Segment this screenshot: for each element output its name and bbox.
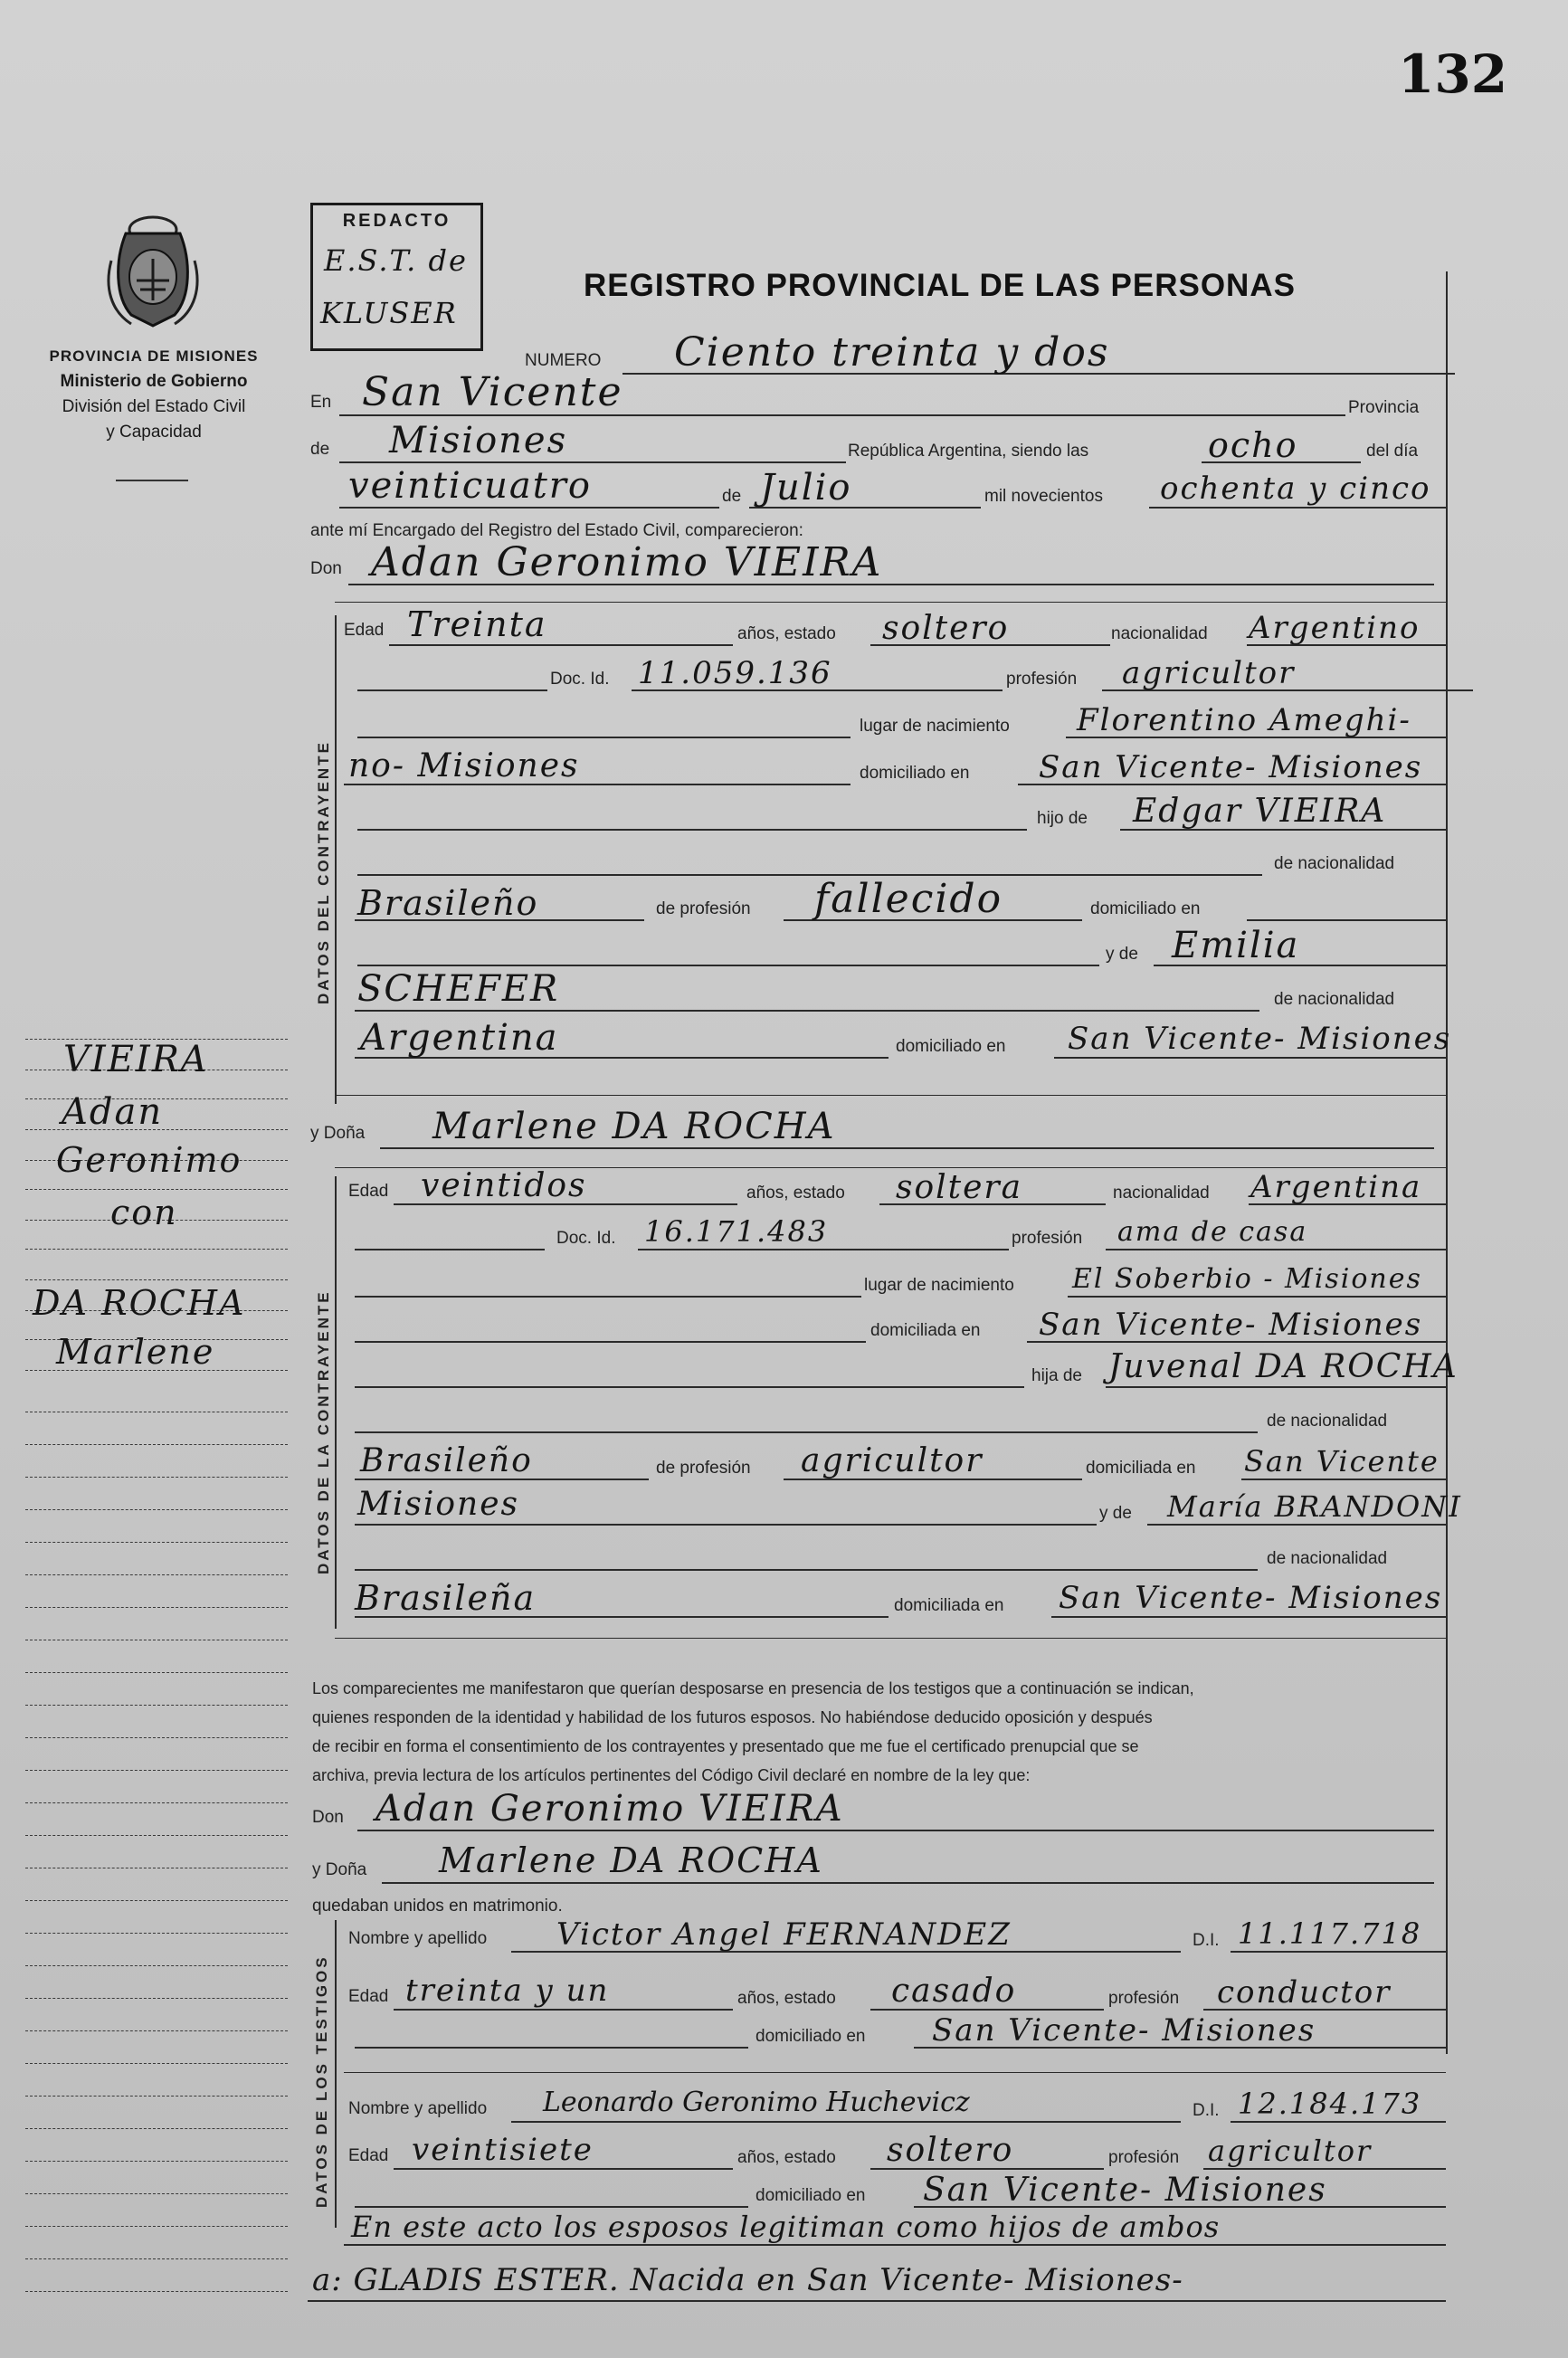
stamp-line-1: E.S.T. de [324, 243, 468, 278]
stamp-title: REDACTO [342, 211, 451, 231]
bride-lugar-line [1068, 1296, 1446, 1298]
bride-birthplace: El Soberbio - Misiones [1072, 1263, 1422, 1295]
groom-age: Treinta [407, 604, 547, 644]
groom-father: Edgar VIEIRA [1133, 793, 1387, 830]
decl-dona-line [382, 1882, 1434, 1884]
bride-nac-label: nacionalidad [1113, 1184, 1210, 1203]
don-label: Don [310, 559, 342, 578]
bride-hija-label: hija de [1031, 1366, 1082, 1385]
groom-lugar-pre-line [357, 737, 851, 738]
bride-doc-line [638, 1249, 1009, 1250]
groom-madre-nac-label: de nacionalidad [1274, 990, 1395, 1009]
bride-lugar-label: lugar de nacimiento [864, 1276, 1014, 1295]
bride-y-de-label: y de [1099, 1504, 1132, 1523]
groom-nac-label: nacionalidad [1111, 624, 1208, 643]
margin-rule [25, 1542, 288, 1543]
groom-status: soltero [882, 610, 1010, 647]
w2-di-line [1231, 2121, 1446, 2123]
margin-rule [25, 2193, 288, 2194]
annotation-line-1-rule [344, 2244, 1446, 2246]
w2-domicile: San Vicente- Misiones [923, 2172, 1327, 2209]
groom-padre-dom-label: domiciliado en [1090, 899, 1201, 918]
bride-dom-label: domiciliada en [870, 1321, 981, 1340]
w2-dom-pre-line [355, 2206, 748, 2208]
del-dia-label: del día [1366, 442, 1419, 461]
groom-section-label: DATOS DEL CONTRAYENTE [315, 740, 332, 1004]
bride-father-domicile-1: San Vicente [1244, 1444, 1440, 1479]
bride-hija-pre-line [355, 1386, 1024, 1388]
de-label: de [310, 440, 330, 459]
margin-note-con: con [110, 1193, 178, 1232]
ante-text: ante mí Encargado del Registro del Estado Civil, comparecieron: [310, 521, 803, 540]
bride-hija-line [1106, 1386, 1446, 1388]
groom-prof-label: profesión [1006, 670, 1078, 689]
issuer-ministry: Ministerio de Gobierno [60, 372, 248, 391]
bride-father-profession: agricultor [801, 1442, 984, 1479]
groom-birthplace-2: no- Misiones [348, 747, 580, 784]
groom-mother-domicile: San Vicente- Misiones [1068, 1021, 1452, 1057]
annotation-line-2: a: GLADIS ESTER. Nacida en San Vicente- Misiones- [312, 2262, 1183, 2298]
bride-mother-nationality: Brasileña [355, 1578, 537, 1618]
bride-father-domicile-2: Misiones [357, 1486, 520, 1523]
bride-edad-label: Edad [348, 1182, 389, 1201]
groom-madre2-line [355, 1010, 1259, 1012]
groom-mother-2: SCHEFER [357, 968, 560, 1010]
margin-note-name-2: Marlene [56, 1332, 215, 1372]
margin-rule [25, 2128, 288, 2129]
decl-groom: Adan Geronimo VIEIRA [375, 1788, 844, 1830]
bride-padre-dom-label: domiciliada en [1086, 1459, 1196, 1478]
groom-lugar-label: lugar de nacimiento [860, 717, 1010, 736]
record-hour: ocho [1208, 425, 1298, 465]
groom-doc: 11.059.136 [638, 655, 832, 691]
annotation-line-1: En este acto los esposos legitiman como hijos de ambos [351, 2210, 1221, 2244]
w2-status: soltero [887, 2132, 1014, 2169]
margin-rule [25, 1802, 288, 1803]
margin-rule [25, 1770, 288, 1771]
bride-padre-nac-label: de nacionalidad [1267, 1412, 1388, 1431]
bride-doc-pre-line [355, 1249, 545, 1250]
document-title: REGISTRO PROVINCIAL DE LAS PERSONAS [584, 268, 1296, 303]
bride-padre-prof-label: de profesión [656, 1459, 751, 1478]
margin-rule [25, 1835, 288, 1836]
margin-note-surname: VIEIRA [63, 1039, 209, 1080]
w2-profession: agricultor [1208, 2134, 1373, 2168]
w2-prof-line [1203, 2168, 1446, 2170]
declaration-line-3: de recibir en forma el consentimiento de los contrayentes y presentado que me fue el certificado prenupcial que se [312, 1737, 1139, 1755]
groom-edad-label: Edad [344, 621, 385, 640]
margin-rule [25, 2258, 288, 2259]
quedaban-text: quedaban unidos en matrimonio. [312, 1897, 563, 1916]
decl-don-label: Don [312, 1808, 344, 1827]
w2-name: Leonardo Geronimo Huchevicz [543, 2087, 970, 2118]
declaration-line-1: Los comparecientes me manifestaron que querían desposarse en presencia de los testigos que a continuación se indican, [312, 1679, 1194, 1697]
bride-madre-line [1147, 1524, 1446, 1526]
record-year: ochenta y cinco [1160, 471, 1431, 507]
witness-box-left [335, 1920, 337, 2228]
margin-rule [25, 2096, 288, 2097]
margin-rule [25, 1705, 288, 1706]
margin-rule [25, 2291, 288, 2292]
bride-section-label: DATOS DE LA CONTRAYENTE [315, 1289, 332, 1574]
decl-don-line [357, 1830, 1434, 1831]
groom-birthplace-1: Florentino Ameghi- [1077, 702, 1411, 738]
bride-age: veintidos [421, 1167, 587, 1204]
margin-rule [25, 1998, 288, 1999]
w1-status: casado [891, 1973, 1017, 2010]
margin-rule [25, 1249, 288, 1250]
bride-mother: María BRANDONI [1167, 1489, 1462, 1524]
bride-prof-label: profesión [1012, 1229, 1083, 1248]
groom-mother-1: Emilia [1172, 925, 1300, 966]
groom-mother-nationality: Argentina [360, 1017, 559, 1059]
w1-name-label: Nombre y apellido [348, 1929, 488, 1948]
margin-rule [25, 1509, 288, 1510]
groom-padre-prof-label: de profesión [656, 899, 751, 918]
margin-rule [25, 1737, 288, 1738]
province-seal-icon [95, 206, 211, 333]
w1-profession: conductor [1217, 1974, 1392, 2011]
w2-name-line [511, 2121, 1181, 2123]
dona-line [380, 1147, 1434, 1149]
w1-prof-label: profesión [1108, 1989, 1180, 2008]
bride-dom-pre-line [355, 1341, 866, 1343]
bride-padre-dom-line [1241, 1479, 1446, 1480]
groom-profession: agricultor [1122, 655, 1296, 691]
annotation-line-2-rule [308, 2300, 1446, 2302]
w1-edad-label: Edad [348, 1987, 389, 2006]
groom-padre-nac-pre-line [357, 874, 1262, 876]
declaration-line-4: archiva, previa lectura de los artículos pertinentes del Código Civil declaré en nombre de la ley que: [312, 1766, 1031, 1784]
margin-rule [25, 1444, 288, 1445]
dia-line [339, 507, 719, 509]
en-label: En [310, 393, 332, 412]
witness-divider [344, 2072, 1446, 2073]
decl-bride: Marlene DA ROCHA [439, 1840, 823, 1880]
groom-doc-label: Doc. Id. [550, 670, 610, 689]
w1-dom-label: domiciliado en [755, 2027, 866, 2046]
w2-edad-line [394, 2168, 733, 2170]
issuer-division-2: y Capacidad [106, 423, 202, 442]
bride-section-bottom [335, 1638, 1448, 1639]
bride-mother-domicile: San Vicente- Misiones [1059, 1580, 1443, 1616]
w1-di-line [1231, 1951, 1446, 1953]
groom-name: Adan Geronimo VIEIRA [371, 539, 883, 585]
w2-di-label: D.I. [1193, 2101, 1220, 2120]
record-day: veinticuatro [348, 465, 592, 507]
provincia-label: Provincia [1348, 398, 1420, 417]
w1-name: Victor Angel FERNANDEZ [556, 1916, 1012, 1953]
w1-estado-label: años, estado [737, 1989, 836, 2008]
w2-di: 12.184.173 [1238, 2087, 1422, 2121]
bride-box-left [335, 1176, 337, 1629]
page-number: 132 [1398, 43, 1508, 105]
w2-prof-label: profesión [1108, 2148, 1180, 2167]
w1-age: treinta y un [405, 1973, 610, 2009]
bride-nationality: Argentina [1250, 1169, 1422, 1205]
groom-doc-pre-line [357, 689, 547, 691]
margin-note-name: Adan [62, 1091, 164, 1133]
issuer-division: División del Estado Civil [62, 397, 246, 416]
bride-lugar-pre-line [355, 1296, 861, 1298]
bride-status: soltera [896, 1169, 1023, 1206]
w2-age: veintisiete [412, 2132, 594, 2168]
bride-doc: 16.171.483 [644, 1214, 829, 1249]
declaration-line-2: quienes responden de la identidad y habilidad de los futuros esposos. No habiéndose deducido oposición y después [312, 1708, 1153, 1726]
stamp-line-2: KLUSER [320, 296, 458, 330]
margin-rule [25, 1607, 288, 1608]
margin-rule [25, 1477, 288, 1478]
bride-name: Marlene DA ROCHA [432, 1106, 836, 1147]
bride-padre-nac-pre-line [355, 1431, 1258, 1433]
margin-rule [25, 1574, 288, 1575]
groom-edad-line [389, 644, 733, 646]
bride-madre-dom-line [1051, 1616, 1446, 1618]
issuer-block [18, 344, 290, 445]
w1-di-label: D.I. [1193, 1931, 1220, 1950]
numero-label: NUMERO [525, 351, 602, 370]
anio-line [1149, 507, 1448, 509]
w2-estado-label: años, estado [737, 2148, 836, 2167]
margin-rule [25, 1672, 288, 1673]
margin-note-surname-2: DA ROCHA [33, 1283, 246, 1323]
groom-box-left [335, 615, 337, 1104]
groom-dom-label: domiciliado en [860, 764, 970, 783]
decl-dona-label: y Doña [312, 1860, 367, 1879]
margin-rule [25, 1189, 288, 1190]
bride-domicile: San Vicente- Misiones [1039, 1307, 1423, 1343]
bride-father-nationality: Brasileño [360, 1442, 533, 1479]
bride-prof-line [1106, 1249, 1446, 1250]
issuer-province: PROVINCIA DE MISIONES [49, 347, 259, 365]
record-province: Misiones [389, 420, 568, 461]
w2-edad-label: Edad [348, 2146, 389, 2165]
groom-y-de-label: y de [1106, 945, 1138, 964]
w1-dom-pre-line [355, 2047, 748, 2049]
bride-madre-nac-pre-line [355, 1569, 1258, 1571]
margin-note-middle: Geronimo [56, 1140, 242, 1180]
w1-domicile: San Vicente- Misiones [932, 2012, 1316, 2049]
groom-nationality: Argentino [1249, 610, 1421, 646]
margin-rule [25, 1900, 288, 1901]
issuer-divider [116, 480, 188, 481]
groom-padre-nac-label: de nacionalidad [1274, 854, 1395, 873]
margin-rule [25, 1279, 288, 1280]
record-number: Ciento treinta y dos [674, 329, 1110, 376]
groom-padre-dom-line [1247, 919, 1446, 921]
mil-novecientos-label: mil novecientos [984, 487, 1103, 506]
w1-edad-line [394, 2009, 733, 2011]
bride-estado-label: años, estado [746, 1184, 845, 1203]
de-mes-label: de [722, 487, 742, 506]
bride-profession: ama de casa [1117, 1216, 1308, 1248]
margin-rule [25, 2030, 288, 2031]
margin-rule [25, 2063, 288, 2064]
groom-madre-pre-line [357, 965, 1099, 966]
w1-di: 11.117.718 [1238, 1916, 1422, 1951]
dona-label: y Doña [310, 1124, 366, 1143]
bride-doc-label: Doc. Id. [556, 1229, 616, 1248]
w2-name-label: Nombre y apellido [348, 2099, 488, 2118]
groom-section-top [335, 602, 1448, 603]
groom-estado-label: años, estado [737, 624, 836, 643]
bride-father: Juvenal DA ROCHA [1108, 1348, 1459, 1385]
groom-hijo-label: hijo de [1037, 809, 1088, 828]
w2-dom-label: domiciliado en [755, 2186, 866, 2205]
bride-madre-pre-line [355, 1524, 1097, 1526]
provincia-line [339, 461, 846, 463]
bride-madre-nac-label: de nacionalidad [1267, 1549, 1388, 1568]
groom-madre-dom-line [1054, 1057, 1446, 1059]
groom-father-nationality: Brasileño [357, 883, 539, 923]
republica-label: República Argentina, siendo las [848, 442, 1089, 461]
margin-rule [25, 2161, 288, 2162]
groom-father-profession: fallecido [814, 876, 1003, 922]
groom-section-bottom [335, 1095, 1448, 1096]
record-month: Julio [760, 467, 852, 509]
drafter-stamp [310, 203, 483, 351]
groom-domicile: San Vicente- Misiones [1039, 749, 1423, 785]
bride-madre-dom-label: domiciliada en [894, 1596, 1004, 1615]
margin-rule [25, 1965, 288, 1966]
record-city: San Vicente [362, 369, 623, 415]
margin-rule [25, 2226, 288, 2227]
witness-section-label: DATOS DE LOS TESTIGOS [313, 1954, 330, 2208]
groom-madre-dom-label: domiciliado en [896, 1037, 1006, 1056]
margin-rule [25, 1933, 288, 1934]
groom-hijo-pre-line [357, 829, 1027, 831]
form-right-border [1446, 271, 1448, 2054]
